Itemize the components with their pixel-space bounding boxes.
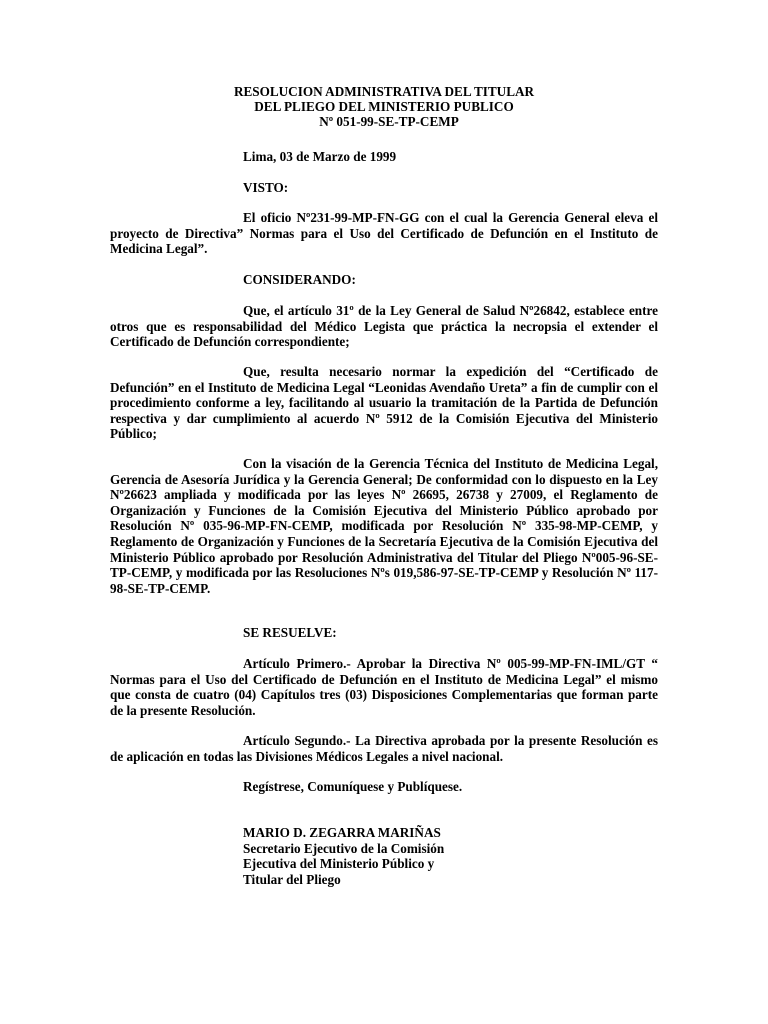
articulo-segundo: Artículo Segundo.- La Directiva aprobada por la presente Resolución es de aplicación en todas las Divisiones Médicos Legales a nivel nacional. [110, 733, 658, 764]
signature-block [243, 825, 444, 887]
visto-heading: VISTO: [243, 180, 289, 195]
considerando-heading: CONSIDERANDO: [243, 272, 356, 287]
title-line-1: RESOLUCION ADMINISTRATIVA DEL TITULAR [233, 84, 535, 99]
resolution-number: Nº 051-99-SE-TP-CEMP [319, 114, 459, 129]
resolution-title [110, 84, 658, 129]
considerando-paragraph-1: Que, el artículo 31º de la Ley General de Salud Nº26842, establece entre otros que es responsabilidad del Médico Legista que práctica la necropsia el extender el Certificado de Defunción correspondiente; [110, 303, 658, 350]
signatory-title-line-1: Secretario Ejecutivo de la Comisión [243, 840, 445, 856]
signatory-name: MARIO D. ZEGARRA MARIÑAS [243, 825, 441, 840]
closing-formula: Regístrese, Comuníquese y Publíquese. [243, 779, 463, 794]
signatory-title-line-3: Titular del Pliego [243, 871, 341, 887]
title-line-2: DEL PLIEGO DEL MINISTERIO PUBLICO [254, 99, 514, 114]
signatory-title-line-2: Ejecutiva del Ministerio Público y [243, 856, 435, 872]
considerando-paragraph-2: Que, resulta necesario normar la expedición del “Certificado de Defunción” en el Instituto de Medicina Legal “Leonidas Avendaño Ureta” a fin de cumplir con el procedimiento conforme a ley, facilitando al usuario la tramitación de la Partida de Defunción respectiva y dar cumplimiento al acuerdo Nº 5912 de la Comisión Ejecutiva del Ministerio Público; [110, 364, 658, 442]
se-resuelve-heading: SE RESUELVE: [243, 625, 337, 640]
visto-paragraph: El oficio Nº231-99-MP-FN-GG con el cual la Gerencia General eleva el proyecto de Directiva” Normas para el Uso del Certificado de Defunción en el Instituto de Medicina Legal”. [110, 210, 658, 257]
articulo-primero: Artículo Primero.- Aprobar la Directiva Nº 005-99-MP-FN-IML/GT “ Normas para el Uso del Certificado de Defunción en el Instituto de Medicina Legal” el mismo que consta de cuatro (04) Capítulos tres (03) Disposiciones Complementarias que forman parte de la presente Resolución. [110, 656, 658, 718]
document-date: Lima, 03 de Marzo de 1999 [243, 149, 397, 164]
considerando-paragraph-3: Con la visación de la Gerencia Técnica del Instituto de Medicina Legal, Gerencia de Asesoría Jurídica y la Gerencia General; De conformidad con lo dispuesto en la Ley Nº26623 ampliada y modificada por las leyes Nº 26695, 26738 y 27009, el Reglamento de Organización y Funciones de la Comisión Ejecutiva del Ministerio Público aprobado por Resolución Nº 035-96-MP-FN-CEMP, modificada por Resolución Nº 335-98-MP-CEMP, y Reglamento de Organización y Funciones de la Secretaría Ejecutiva de la Comisión Ejecutiva del Ministerio Público aprobado por Resolución Administrativa del Titular del Pliego Nº005-96-SE-TP-CEMP, y modificada por las Resoluciones Nºs 019,586-97-SE-TP-CEMP y Resolución Nº 117-98-SE-TP-CEMP. [110, 456, 658, 596]
